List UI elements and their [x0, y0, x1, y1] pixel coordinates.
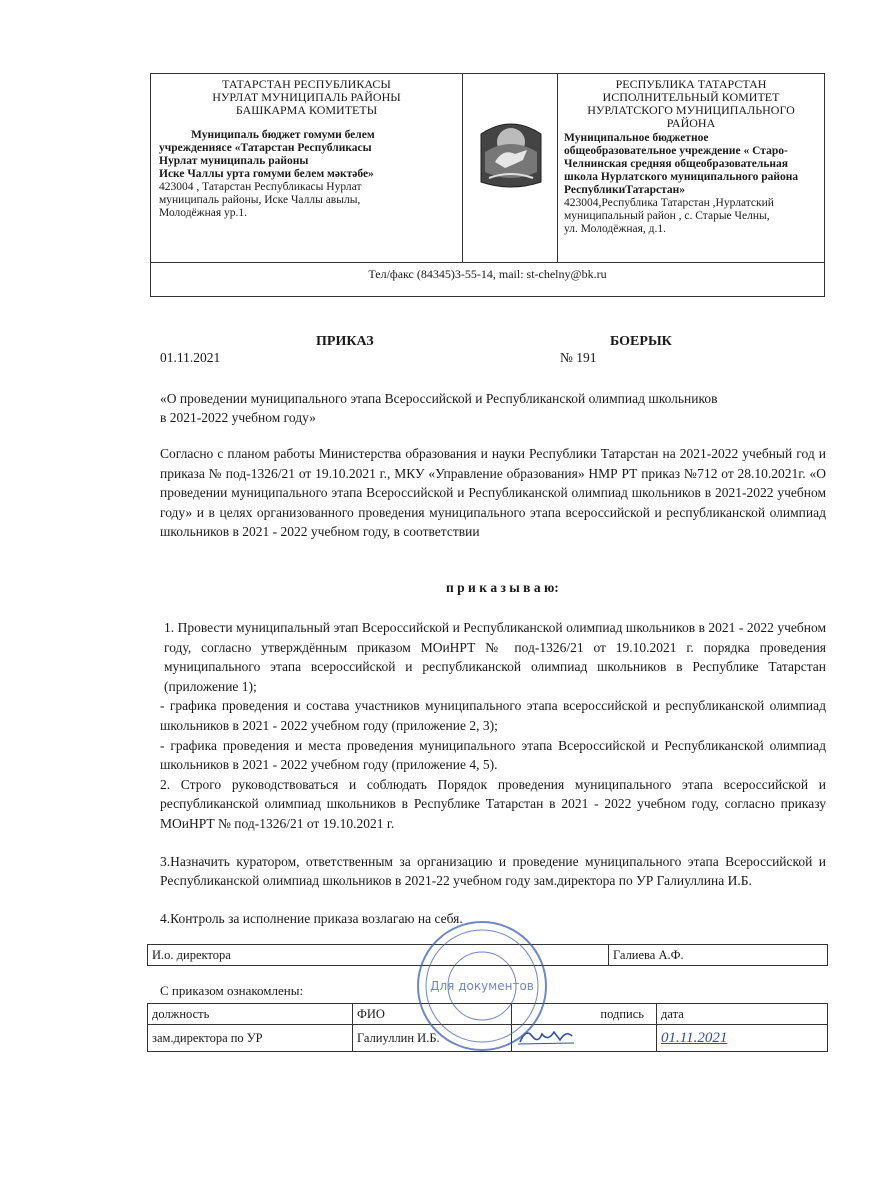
item-1: 1. Провести муниципальный этап Всероссийской и Республиканской олимпиад школьников в 2021 - 2022 учебном году, согласно утверждённым приказом МОиНРТ № под-1326/21 от 19.10.2021 г. порядка проведения муниципального этапа всероссийской и республиканской олимпиад школьников в Республике Татарстан (приложение 1); — [164, 620, 826, 694]
right-org — [564, 132, 818, 197]
official-stamp-icon — [412, 916, 552, 1056]
right-title-line: НУРЛАТСКОГО МУНИЦИПАЛЬНОГО — [587, 103, 795, 117]
left-title-line: БАШКАРМА КОМИТЕТЫ — [235, 103, 378, 117]
item-1a: - графика проведения и состава участников муниципального этапа всероссийской и республиканской олимпиад школьников в 2021 - 2022 учебном году (приложение 2, 3); — [160, 698, 826, 733]
item-1b: - графика проведения и места проведения муниципального этапа Всероссийской и Республиканской олимпиад школьников в 2021 - 2022 учебном году (приложение 4, 5). — [160, 737, 826, 773]
header-cell: дата — [657, 1004, 828, 1025]
stamp-text: Для документов — [430, 979, 534, 993]
order-title-ru: ПРИКАЗ — [316, 334, 374, 349]
left-org — [159, 129, 454, 142]
left-address-line: муниципаль районы, Иске Чаллы авылы, — [159, 194, 361, 206]
preamble: Согласно с планом работы Министерства образования и науки Республики Татарстан на 2021-2022 учебный год и приказа № под-1326/21 от 19.10.2021 г., МКУ «Управление образования» НМР РТ приказ №712 от 28.10.2021г. «О проведении муниципального этапа Всероссийской и Республиканской олимпиад школьников в 2021-2022 учебном году» и в целях организованного проведения муниципального этапа всероссийской и республиканской олимпиад школьников в 2021 - 2022 учебном году, в соответствии — [160, 446, 826, 540]
right-org-line: Муниципальное бюджетное — [564, 132, 709, 144]
right-title-line: РАЙОНА — [666, 116, 716, 130]
order-title-tt: БОЕРЫК — [610, 334, 672, 349]
right-org-line: общеобразовательное учреждение « Старо- — [564, 145, 788, 157]
left-org-line: учреждениясе «Татарстан Республикасы — [159, 142, 372, 154]
item-3: 3.Назначить куратором, ответственным за организацию и проведение муниципального этапа Всероссийской и Республиканской олимпиад школьников в 2021-22 учебном году зам.директора по УР Галиуллина И.Б. — [160, 853, 826, 889]
letterhead-contacts: Тел/факс (84345)3-55-14, mail: st-chelny@bk.ru — [151, 262, 824, 296]
right-org-line: Челнинская средняя общеобразовательная — [564, 158, 789, 170]
letterhead — [150, 73, 825, 297]
left-org-rest — [159, 142, 454, 181]
cell-position: зам.директора по УР — [148, 1025, 353, 1052]
order-date: 01.11.2021 — [160, 350, 221, 365]
letterhead-emblem-cell — [463, 74, 558, 262]
item-4: 4.Контроль за исполнение приказа возлагаю на себя. — [160, 910, 463, 926]
signature-role: И.о. директора — [148, 945, 609, 966]
tatarstan-emblem-icon — [475, 112, 547, 192]
right-org-line: школа Нурлатского муниципального района — [564, 171, 799, 183]
left-address-line: 423004 , Татарстан Республикасы Нурлат — [159, 181, 362, 193]
right-address — [564, 197, 818, 236]
letterhead-right — [558, 74, 824, 262]
spacer — [160, 834, 826, 852]
order-word: п р и к а з ы в а ю: — [446, 580, 559, 595]
acquaint-caption: С приказом ознакомлены: — [160, 983, 304, 998]
left-title-line: ТАТАРСТАН РЕСПУБЛИКАСЫ — [222, 77, 391, 91]
right-title — [564, 78, 818, 130]
left-org-line: Нурлат муниципаль районы — [159, 155, 309, 167]
order-subject-line: «О проведении муниципального этапа Всероссийской и Республиканской олимпиад школьников — [160, 391, 718, 406]
right-address-line: муниципальный район , с. Старые Челны, — [564, 210, 770, 222]
left-org-line: Муниципаль бюджет гомуми белем — [191, 129, 375, 141]
right-title-line: ИСПОЛНИТЕЛЬНЫЙ КОМИТЕТ — [602, 90, 780, 104]
left-org-line: Иске Чаллы урта гомуми белем мәктәбе» — [159, 168, 374, 180]
left-title-line: НУРЛАТ МУНИЦИПАЛЬ РАЙОНЫ — [212, 90, 401, 104]
order-number: № 191 — [560, 350, 597, 365]
left-title — [159, 78, 454, 117]
item-2: 2. Строго руководствоваться и соблюдать Порядок проведения муниципального этапа всероссийской и республиканской олимпиад школьников в Республике Татарстан в 2021 - 2022 учебном году, согласно приказу МОиНРТ № под-1326/21 от 19.10.2021 г. — [160, 776, 826, 831]
letterhead-left — [151, 74, 463, 262]
left-address — [159, 181, 454, 220]
right-address-line: ул. Молодёжная, д.1. — [564, 223, 666, 235]
right-address-line: 423004,Республика Татарстан ,Нурлатский — [564, 197, 774, 209]
left-address-line: Молодёжная ур.1. — [159, 207, 248, 219]
order-subject — [160, 389, 840, 427]
spacer — [160, 891, 826, 909]
header-cell: должность — [148, 1004, 353, 1025]
cell-fio: Галиуллин И.Б. — [353, 1025, 512, 1052]
cell-date — [657, 1025, 828, 1052]
order-items — [160, 618, 826, 928]
handwritten-date: 01.11.2021 — [661, 1029, 728, 1046]
header-cell: ФИО — [353, 1004, 512, 1025]
right-org-line: РеспубликиТатарстан» — [564, 184, 686, 196]
header-cell: подпись — [512, 1004, 657, 1025]
order-subject-line: в 2021-2022 учебном году» — [160, 410, 316, 425]
right-title-line: РЕСПУБЛИКА ТАТАРСТАН — [615, 77, 767, 91]
signature-name: Галиева А.Ф. — [609, 945, 828, 966]
